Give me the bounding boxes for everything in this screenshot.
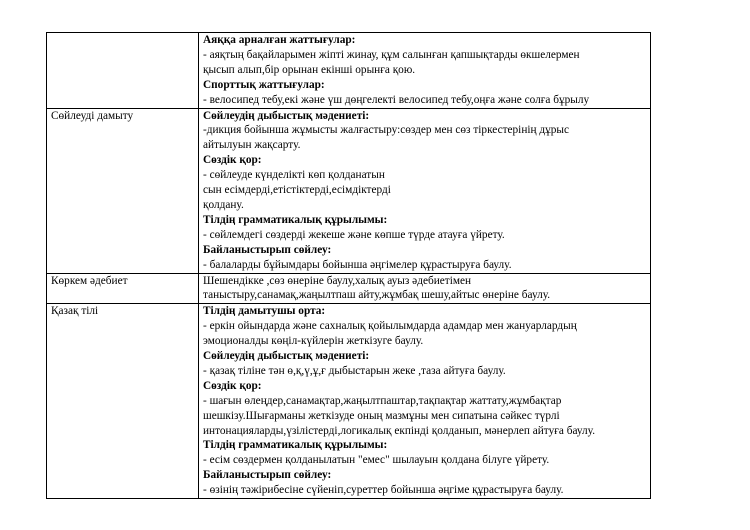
content-line: - сөйлеуде күнделікті көп қолданатын xyxy=(203,169,385,182)
area-cell xyxy=(47,304,199,499)
section-heading: Байланыстырып сөйлеу: xyxy=(203,243,332,256)
curriculum-table xyxy=(46,32,651,499)
area-cell xyxy=(47,108,199,273)
content-line: - балаларды бұйымдары бойынша әңгімелер құрастыруға баулу. xyxy=(203,258,512,271)
area-label: Қазақ тілі xyxy=(51,305,99,318)
area-cell xyxy=(47,273,199,304)
content-line: - еркін ойындарда және сахналық қойылымдарда адамдар мен жануарлардың xyxy=(203,320,577,333)
section-heading: Сөйлеудің дыбыстық мәдениеті: xyxy=(203,109,370,122)
area-label: Көркем әдебиет xyxy=(51,274,128,287)
section-heading: Тілдің грамматикалық құрылымы: xyxy=(203,439,388,452)
section-heading: Байланыстырып сөйлеу: xyxy=(203,469,332,482)
table-row xyxy=(47,304,651,499)
table-row xyxy=(47,33,651,109)
content-cell xyxy=(199,33,651,109)
area-cell xyxy=(47,33,199,109)
content-line: сын есімдерді,етістіктерді,есімдіктерді xyxy=(203,184,391,197)
content-line: эмоционалды көңіл-күйлерін жеткізуге баулу. xyxy=(203,335,424,348)
section-heading: Тілдің дамытушы орта: xyxy=(203,305,326,318)
section-heading: Спорттық жаттығулар: xyxy=(203,78,325,91)
content-line: таныстыру,санамақ,жаңылтпаш айту,жұмбақ шешу,айтыс өнеріне баулу. xyxy=(203,289,551,302)
section-heading: Сөздік қор: xyxy=(203,379,262,392)
content-line: - есім сөздермен қолданылатын "емес" шылауын қолдана білуге үйрету. xyxy=(203,454,550,467)
section-heading: Сөздік қор: xyxy=(203,154,262,167)
content-line: - шағын өлеңдер,санамақтар,жаңылтпаштар,тақпақтар жаттату,жұмбақтар xyxy=(203,394,562,407)
table-body xyxy=(47,33,651,499)
content-line: шешкізу.Шығарманы жеткізуде оның мазмұны мен сипатына сәйкес түрлі xyxy=(203,409,560,422)
content-line: қысып алып,бір орынан екінші орынға қою. xyxy=(203,63,416,76)
content-line: айтылуын жақсарту. xyxy=(203,139,301,152)
section-heading: Аяққа арналған жаттығулар: xyxy=(203,34,356,46)
content-cell xyxy=(199,108,651,273)
section-heading: Тілдің грамматикалық құрылымы: xyxy=(203,213,388,226)
content-line: интонацияларды,үзілістерді,логикалық екпінді қолданып, мәнерлеп айтуға баулу. xyxy=(203,424,596,437)
content-line: - велосипед тебу,екі және үш дөңгелекті велосипед тебу,оңға және солға бұрылу xyxy=(203,93,590,106)
content-line: - сөйлемдегі сөздерді жекеше және көпше түрде атауға үйрету. xyxy=(203,228,505,241)
table-row xyxy=(47,273,651,304)
content-cell xyxy=(199,304,651,499)
content-line: Шешендікке ,сөз өнеріне баулу,халық ауыз әдебиетімен xyxy=(203,274,472,287)
content-line: қолдану. xyxy=(203,198,244,211)
content-line: - қазақ тіліне тән ө,қ,ү,ұ,ғ дыбыстарын жеке ,таза айтуға баулу. xyxy=(203,364,506,377)
section-heading: Сөйлеудің дыбыстық мәдениеті: xyxy=(203,350,370,363)
content-cell xyxy=(199,273,651,304)
content-line: - аяқтың бақайларымен жіпті жинау, құм салынған қапшықтарды өкшелермен xyxy=(203,48,580,61)
content-line: -дикция бойынша жұмысты жалғастыру:сөздер мен сөз тіркестерінің дұрыс xyxy=(203,124,570,137)
table-row xyxy=(47,108,651,273)
content-line: - өзінің тәжірибесіне сүйеніп,суреттер бойынша әңгіме құрастыруға баулу. xyxy=(203,484,564,497)
area-label: Сөйлеуді дамыту xyxy=(51,109,134,122)
